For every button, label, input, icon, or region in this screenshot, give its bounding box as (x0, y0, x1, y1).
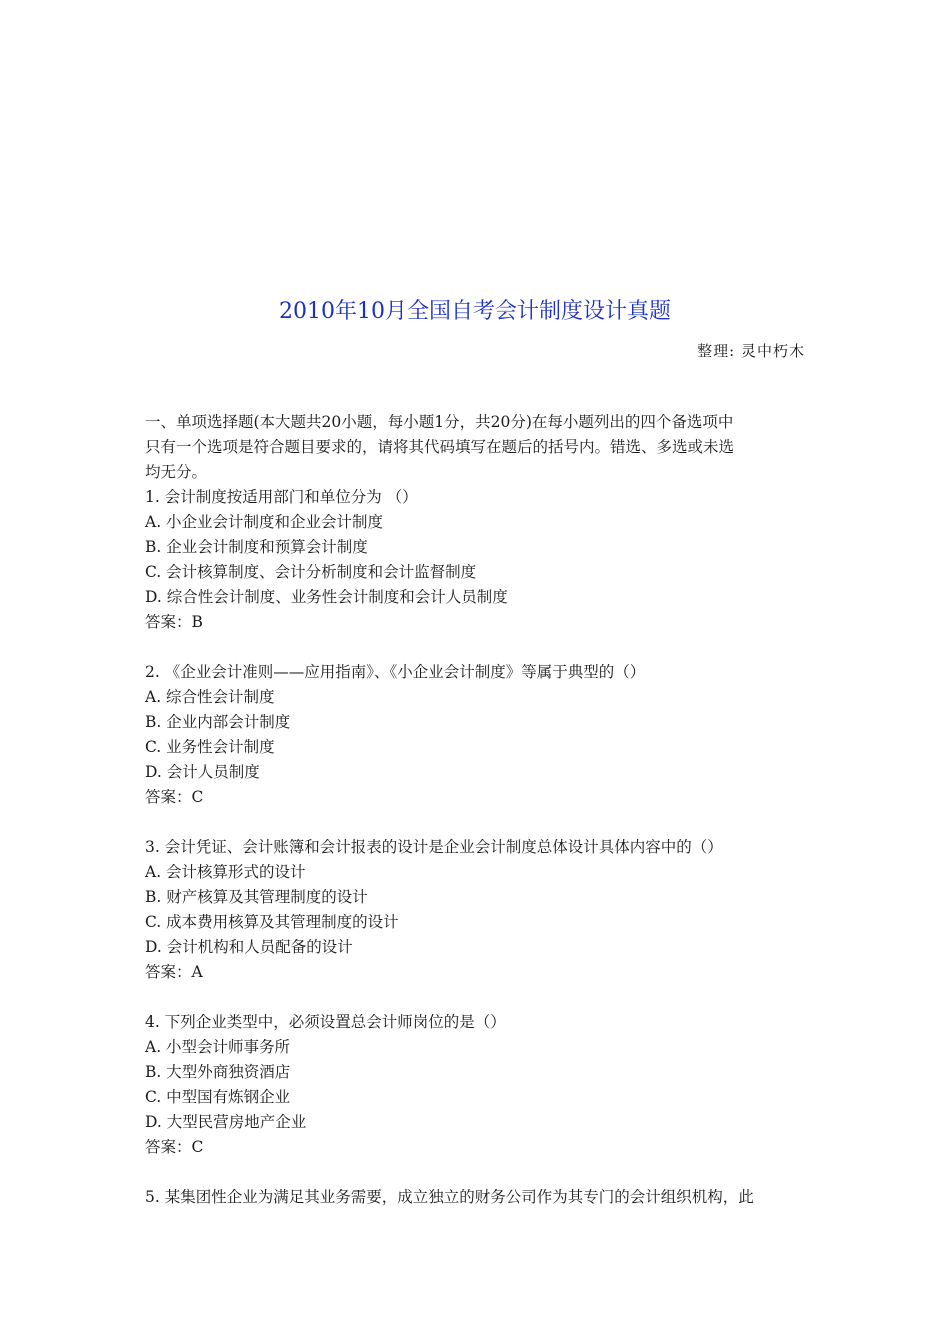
option-d: D. 会计机构和人员配备的设计 (145, 938, 353, 956)
spacer (145, 810, 810, 835)
question-2 (145, 660, 810, 810)
question-4 (145, 1010, 810, 1160)
option-b: B. 大型外商独资酒店 (145, 1063, 291, 1081)
option-d: D. 综合性会计制度、业务性会计制度和会计人员制度 (145, 588, 508, 606)
option-a: A. 小型会计师事务所 (145, 1038, 291, 1056)
option-a: A. 综合性会计制度 (145, 688, 275, 706)
question-stem: 2. 《企业会计准则——应用指南》、《小企业会计制度》等属于典型的（） (145, 663, 646, 681)
option-b: B. 财产核算及其管理制度的设计 (145, 888, 368, 906)
answer: 答案：B (145, 613, 203, 631)
question-stem: 1. 会计制度按适用部门和单位分为 （） (145, 488, 418, 506)
compiler-credit: 整理: 灵中朽木 (697, 342, 805, 360)
intro-line: 一、单项选择题(本大题共20小题，每小题1分，共20分)在每小题列出的四个备选项中 (145, 413, 734, 431)
option-c: C. 业务性会计制度 (145, 738, 275, 756)
answer: 答案：A (145, 963, 203, 981)
answer: 答案：C (145, 1138, 204, 1156)
document-body (145, 410, 810, 1210)
intro-line: 只有一个选项是符合题目要求的，请将其代码填写在题后的括号内。错选、多选或未选 (145, 438, 735, 456)
answer: 答案：C (145, 788, 204, 806)
intro-line: 均无分。 (145, 463, 208, 481)
question-stem: 4. 下列企业类型中，必须设置总会计师岗位的是（） (145, 1013, 506, 1031)
question-1 (145, 485, 810, 635)
option-d: D. 大型民营房地产企业 (145, 1113, 307, 1131)
option-b: B. 企业会计制度和预算会计制度 (145, 538, 368, 556)
option-a: A. 小企业会计制度和企业会计制度 (145, 513, 384, 531)
question-5-stem: 5. 某集团性企业为满足其业务需要，成立独立的财务公司作为其专门的会计组织机构，此 (145, 1188, 754, 1206)
option-a: A. 会计核算形式的设计 (145, 863, 306, 881)
option-c: C. 中型国有炼钢企业 (145, 1088, 291, 1106)
question-stem: 3. 会计凭证、会计账簿和会计报表的设计是企业会计制度总体设计具体内容中的（） (145, 838, 723, 856)
option-b: B. 企业内部会计制度 (145, 713, 291, 731)
document-title: 2010年10月全国自考会计制度设计真题 (279, 299, 671, 324)
question-3 (145, 835, 810, 985)
section-intro (145, 410, 810, 485)
spacer (145, 635, 810, 660)
spacer (145, 1160, 810, 1185)
option-d: D. 会计人员制度 (145, 763, 260, 781)
option-c: C. 会计核算制度、会计分析制度和会计监督制度 (145, 563, 477, 581)
option-c: C. 成本费用核算及其管理制度的设计 (145, 913, 399, 931)
spacer (145, 985, 810, 1010)
